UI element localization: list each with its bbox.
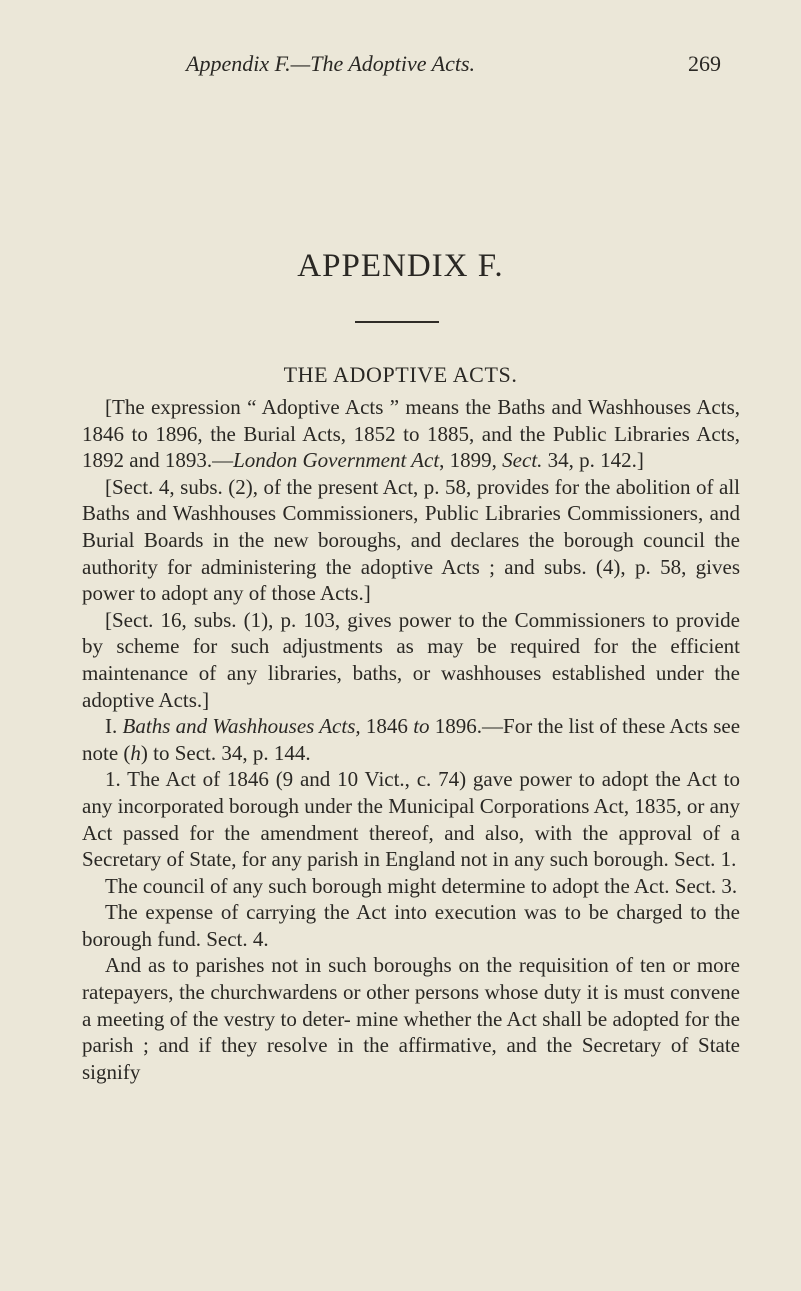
page-number: 269 [688,51,721,76]
paragraph-definition: [The expression “ Adoptive Acts ” means the Baths and Washhouses Acts, 1846 to 1896, the Burial Acts, 1852 to 1885, and the Public Libraries Acts, 1892 and 1893.—London Government Act, 1899, Sect. 34, p. 142.] [82,395,740,473]
running-title: Appendix F.—The Adoptive Acts. [186,51,476,76]
body-text [82,394,740,1085]
heading-rule [355,321,439,323]
paragraph-sect-16: [Sect. 16, subs. (1), p. 103, gives power to the Commissioners to provide by scheme for such adjustments as may be required for the efficient maintenance of any libraries, baths, or washhouses established under the adoptive Acts.] [82,607,740,712]
appendix-heading: APPENDIX F. [297,248,504,284]
paragraph-sect-4: [Sect. 4, subs. (2), of the present Act, p. 58, provides for the abolition of all Baths and Washhouses Commissioners, Public Libraries Commissioners, and Burial Boards in the new boroughs, and declares the borough council the authority for administering the adoptive Acts ; and subs. (4), p. 58, gives power to adopt any of those Acts.] [82,474,740,606]
paragraph-1846-act: 1. The Act of 1846 (9 and 10 Vict., c. 74) gave power to adopt the Act to any incorporated borough under the Municipal Corporations Act, 1835, or any Act passed for the amendment thereof, and also, with the approval of a Secretary of State, for any parish in England not in any such borough. Sect. 1. [82,767,740,872]
citation-act-title: London Government Act [233,448,440,473]
paragraph-expense: The expense of carrying the Act into execution was to be charged to the borough fund. Sect. 4. [82,900,740,951]
baths-acts-title: Baths and Washhouses Acts, [122,714,361,739]
paragraph-council: The council of any such borough might determine to adopt the Act. Sect. 3. [105,873,738,898]
citation-sect: Sect. [502,448,543,473]
section-title: THE ADOPTIVE ACTS. [283,362,518,387]
paragraph-parishes: And as to parishes not in such boroughs on the requisition of ten or more ratepayers, the churchwardens or other persons whose duty it is must convene a meeting of the vestry to deter- mine whether the Act shall be adopted for the parish ; and if they resolve in the affirmative, and the Secretary of State signify [82,953,740,1084]
paragraph-baths-heading: I. Baths and Washhouses Acts, 1846 to 1896.—For the list of these Acts see note (h) to Sect. 34, p. 144. [82,714,741,765]
